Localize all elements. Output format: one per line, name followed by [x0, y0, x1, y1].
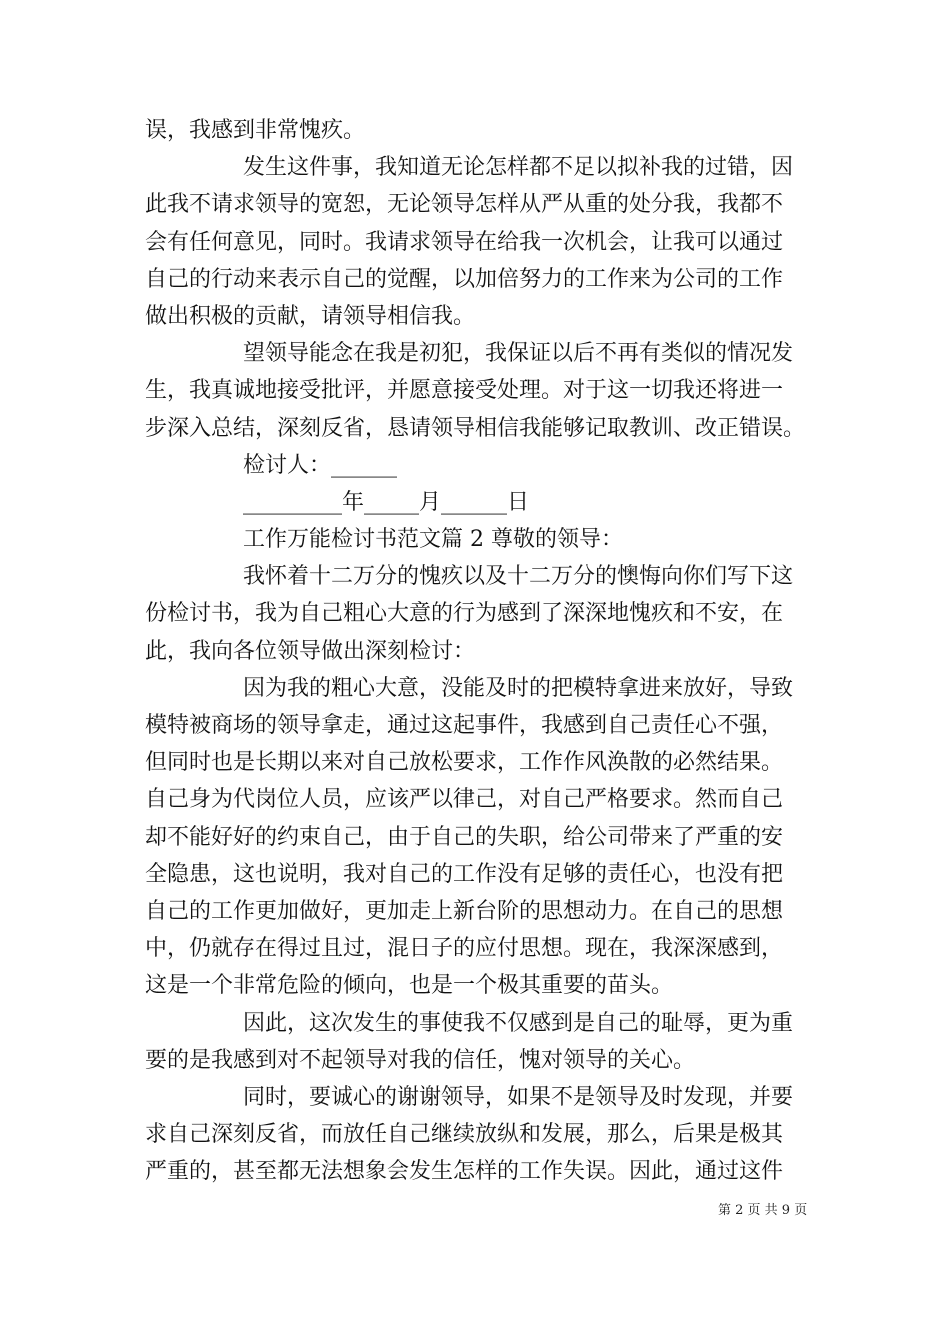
text-line: 误，我感到非常愧疚。 [145, 118, 366, 143]
text-line: 严重的，甚至都无法想象会发生怎样的工作失误。因此，通过这件 [145, 1159, 784, 1185]
text-line: 自己的行动来表示自己的觉醒，以加倍努力的工作来为公司的工作 [145, 266, 784, 292]
page-number: 第 2 页 共 9 页 [718, 1203, 808, 1218]
text-line: 全隐患，这也说明，我对自己的工作没有足够的责任心，也没有把 [145, 861, 784, 887]
text-line: 做出积极的贡献，请领导相信我。 [145, 303, 476, 329]
text-line: 检讨人：______ [243, 452, 398, 478]
text-line: 同时，要诚心的谢谢领导，如果不是领导及时发现，并要 [243, 1084, 794, 1110]
text-line: 会有任何意见，同时。我请求领导在给我一次机会，让我可以通过 [145, 229, 784, 255]
text-line: 望领导能念在我是初犯，我保证以后不再有类似的情况发 [243, 341, 794, 367]
text-line: 自己身为代岗位人员，应该严以律己，对自己严格要求。然而自己 [145, 787, 784, 813]
text-line: 模特被商场的领导拿走，通过这起事件，我感到自己责任心不强， [145, 713, 784, 738]
text-line: 生，我真诚地接受批评，并愿意接受处理。对于这一切我还将进一 [145, 378, 784, 404]
text-line: 却不能好好的约束自己，由于自己的失职，给公司带来了严重的安 [145, 824, 784, 850]
text-line: 此我不请求领导的宽恕，无论领导怎样从严从重的处分我，我都不 [145, 192, 784, 218]
text-line: 因此，这次发生的事使我不仅感到是自己的耻辱，更为重 [243, 1010, 794, 1036]
document-body [145, 112, 810, 1190]
text-line: 因为我的粗心大意，没能及时的把模特拿进来放好，导致 [243, 675, 794, 701]
text-line: 份检讨书，我为自己粗心大意的行为感到了深深地愧疚和不安，在 [145, 601, 784, 627]
text-line: 这是一个非常危险的倾向，也是一个极其重要的苗头。 [145, 973, 674, 999]
text-line: _________年_____月______日 [243, 489, 530, 515]
text-line: 此，我向各位领导做出深刻检讨： [145, 638, 476, 664]
text-line: 步深入总结，深刻反省，恳请领导相信我能够记取教训、改正错误。 [145, 415, 806, 441]
text-line: 我怀着十二万分的愧疚以及十二万分的懊悔向你们写下这 [243, 564, 794, 590]
text-line: 但同时也是长期以来对自己放松要求，工作作风涣散的必然结果。 [145, 750, 784, 776]
text-line: 发生这件事，我知道无论怎样都不足以拟补我的过错，因 [243, 155, 794, 181]
text-line: 自己的工作更加做好，更加走上新台阶的思想动力。在自己的思想 [145, 898, 784, 924]
text-line: 要的是我感到对不起领导对我的信任，愧对领导的关心。 [145, 1047, 696, 1073]
text-line: 求自己深刻反省，而放任自己继续放纵和发展，那么，后果是极其 [145, 1122, 784, 1148]
text-line: 中，仍就存在得过且过，混日子的应付思想。现在，我深深感到， [145, 936, 784, 962]
text-line: 工作万能检讨书范文篇 2 尊敬的领导： [243, 527, 623, 553]
